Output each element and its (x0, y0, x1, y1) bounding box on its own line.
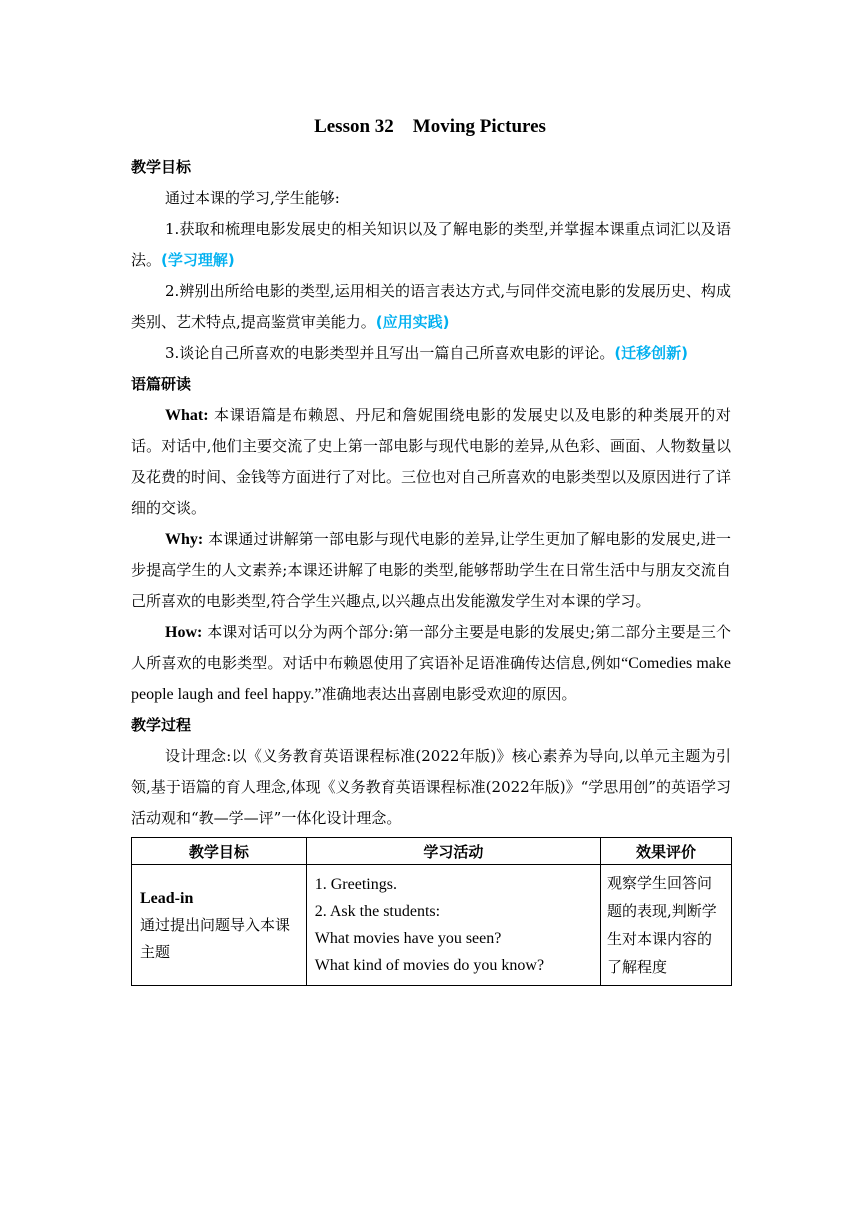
activity-line: What movies have you seen? (314, 930, 502, 947)
lesson-title: Lesson 32 Moving Pictures (314, 116, 546, 137)
how-quote: “Comedies make people laugh and feel happy.” (131, 655, 731, 703)
lesson-plan-table (131, 837, 732, 986)
objective-tag: (迁移创新) (614, 344, 689, 362)
table-row (132, 865, 732, 986)
objective-tag: (学习理解) (161, 251, 235, 269)
objective-item-3 (131, 338, 731, 369)
what-label: What: (165, 407, 209, 424)
objective-tag: (应用实践) (375, 313, 450, 331)
objective-text: 2.辨别出所给电影的类型,运用相关的语言表达方式,与同伴交流电影的发展历史、构成类别、艺术特点,提高鉴赏审美能力。 (131, 282, 731, 331)
analysis-why (131, 524, 731, 617)
header-goal: 教学目标 (132, 838, 307, 865)
analysis-how (131, 617, 731, 710)
header-activity: 学习活动 (306, 838, 600, 865)
how-text: 本课对话可以分为两个部分:第一部分主要是电影的发展史;第二部分主要是三个人所喜欢的电影类型。对话中布赖恩使用了宾语补足语准确传达信息,例如 (131, 623, 731, 672)
analysis-heading: 语篇研读 (131, 375, 192, 393)
objective-text: 3.谈论自己所喜欢的电影类型并且写出一篇自己所喜欢电影的评论。 (165, 344, 615, 362)
how-label: How: (165, 624, 203, 641)
goal-label: Lead-in (140, 889, 194, 907)
why-label: Why: (165, 531, 204, 548)
process-heading: 教学过程 (131, 716, 192, 734)
goal-cell (132, 865, 307, 986)
goal-text: 通过提出问题导入本课主题 (140, 915, 291, 961)
what-text: 本课语篇是布赖恩、丹尼和詹妮围绕电影的发展史以及电影的种类展开的对话。对话中,他们主要交流了史上第一部电影与现代电影的差异,从色彩、画面、人物数量以及花费的时间、金钱等方面进行了对比。三位也对自己所喜欢的电影类型以及原因进行了详细的交谈。 (131, 406, 732, 517)
objective-item-1 (131, 214, 731, 276)
activity-line: What kind of movies do you know? (314, 957, 545, 974)
activity-cell (306, 865, 600, 986)
why-text: 本课通过讲解第一部电影与现代电影的差异,让学生更加了解电影的发展史,进一步提高学生的人文素养;本课还讲解了电影的类型,能够帮助学生在日常生活中与朋友交流自己所喜欢的电影类型,符合学生兴趣点,以兴趣点出发能激发学生对本课的学习。 (131, 530, 731, 610)
analysis-what (131, 400, 731, 524)
header-evaluation: 效果评价 (601, 838, 732, 865)
how-text-after: 准确地表达出喜剧电影受欢迎的原因。 (321, 685, 577, 703)
document-body (131, 152, 731, 986)
activity-line: 1. Greetings. (314, 876, 397, 893)
activity-line: 2. Ask the students: (314, 903, 441, 920)
objectives-heading: 教学目标 (131, 158, 192, 176)
objective-text: 1.获取和梳理电影发展史的相关知识以及了解电影的类型,并掌握本课重点词汇以及语法。 (131, 220, 731, 269)
table-header-row (132, 838, 732, 865)
objectives-intro: 通过本课的学习,学生能够: (165, 189, 340, 207)
process-design: 设计理念:以《义务教育英语课程标准(2022年版)》核心素养为导向,以单元主题为引领,基于语篇的育人理念,体现《义务教育英语课程标准(2022年版)》“学思用创”的英语学习活动观和“教—学—评”一体化设计理念。 (131, 747, 731, 827)
objective-item-2 (131, 276, 731, 338)
evaluation-cell: 观察学生回答问题的表现,判断学生对本课内容的了解程度 (601, 865, 732, 986)
